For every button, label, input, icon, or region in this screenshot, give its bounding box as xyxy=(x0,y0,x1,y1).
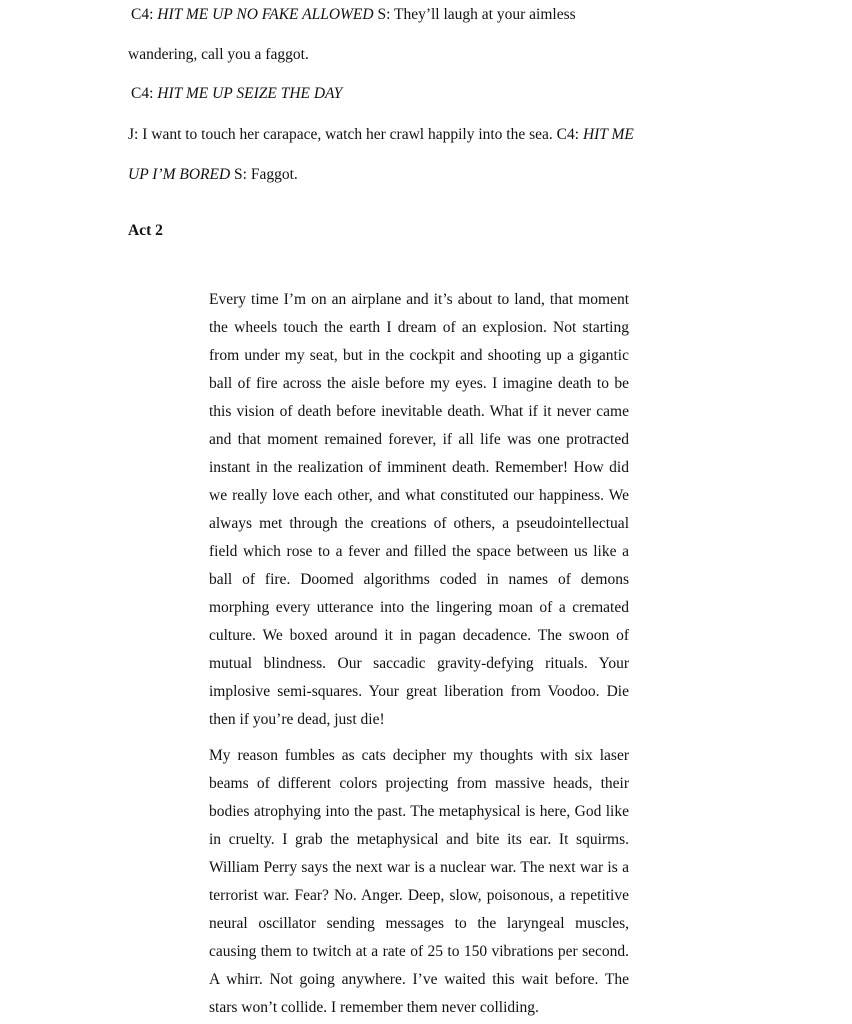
script-line-1-rest: S: They’ll laugh at your aimless xyxy=(373,6,576,23)
act-heading: Act 2 xyxy=(128,222,163,239)
prose-paragraph-1: Every time I’m on an airplane and it’s about to land, that moment the wheels touch the earth I dream of an explosion. Not starting from under my seat, but in the cockpit and shooting up a gigantic ball of fire across the aisle before my eyes. I imagine death to be this vision of death before inevitable death. What if it never came and that moment remained forever, if all life was one protracted instant in the realization of imminent death. Remember! How did we really love each other, and what constituted our happiness. We always met through the creations of others, a pseudointellectual field which rose to a fever and filled the space between us like a ball of fire. Doomed algorithms coded in names of demons morphing every utterance into the lingering moan of a cremated culture. We boxed around it in pagan decadence. The swoon of mutual blindness. Our saccadic gravity-defying rituals. Your implosive semi-squares. Your great liberation from Voodoo. Die then if you’re dead, just die! xyxy=(209,291,629,728)
script-line-4 xyxy=(128,125,634,145)
script-line-5 xyxy=(128,165,298,185)
prose-paragraph-2: My reason fumbles as cats decipher my thoughts with six laser beams of different colors projecting from massive heads, their bodies atrophying into the past. The metaphysical is here, God like in cruelty. I grab the metaphysical and bite its ear. It squirms. William Perry says the next war is a nuclear war. The next war is a terrorist war. Fear? No. Anger. Deep, slow, poisonous, a repetitive neural oscillator sending messages to the laryngeal muscles, causing them to twitch at a rate of 25 to 150 vibrations per second. A whirr. Not going anywhere. I’ve waited this wait before. The stars won’t collide. I remember them never colliding. xyxy=(209,747,629,1016)
script-line-1-italic: HIT ME UP NO FAKE ALLOWED xyxy=(157,6,374,23)
script-line-1-speaker: C4: xyxy=(131,6,158,23)
script-line-4-italic: HIT ME xyxy=(582,126,634,143)
script-line-3-italic: HIT ME UP SEIZE THE DAY xyxy=(157,85,343,102)
script-line-2-text: wandering, call you a faggot. xyxy=(128,46,309,63)
script-line-5-rest: S: Faggot. xyxy=(230,166,298,183)
script-line-2 xyxy=(128,45,309,65)
script-line-1 xyxy=(131,5,576,25)
script-line-3 xyxy=(131,84,342,104)
script-line-3-speaker: C4: xyxy=(131,85,158,102)
script-line-4-text: J: I want to touch her carapace, watch her crawl happily into the sea. C4: xyxy=(128,126,583,143)
script-line-5-italic: UP I’M BORED xyxy=(128,166,231,183)
